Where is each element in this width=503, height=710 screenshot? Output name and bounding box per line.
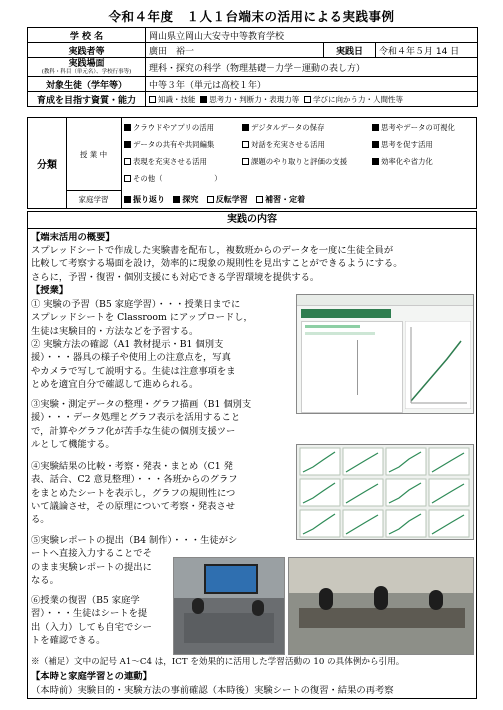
- in-class-item: 思考やデータの可視化: [372, 122, 476, 133]
- ability-option: 思考力・判断力・表現力等: [200, 95, 299, 104]
- in-class-item: その他（ ）: [124, 173, 222, 184]
- target-value: 中等３年（単元は高校１年）: [146, 77, 478, 92]
- home-item: 反転学習: [207, 195, 248, 204]
- checkbox-icon: [304, 96, 311, 103]
- in-class-label: 授 業 中: [66, 118, 122, 191]
- date-value: 令和４年５月 14 日: [376, 43, 478, 58]
- in-class-item: 表現を充実させる活用: [124, 156, 207, 167]
- step-6: ⑥授業の復習（B5 家庭学 習）・・・生徒はシートを提 出（入力）しても自宅でシー トを確認できる。: [31, 595, 152, 646]
- home-item: 振り返り: [124, 195, 165, 204]
- in-class-item: データの共有や共同編集: [124, 139, 214, 150]
- link-text: （本時前）実験目的・実験方法の事前確認（本時後）実験シートの復習・結果の再考察: [31, 685, 394, 696]
- home-study-items: [124, 194, 476, 205]
- classroom-photo-2: [288, 557, 474, 655]
- step-2: ② 実験方法の確認（A1 教材提示・B1 個別支 援）・・・器具の様子や使用上の注意点を，写真 やカメラで写して説明する。生徒は注意事項をま とめを適宜自分で確認して進められる。: [31, 339, 236, 390]
- home-item: 補習・定着: [256, 195, 305, 204]
- overview-text: スプレッドシートで作成した実験書を配布し，複数班からのデータを一度に生徒全員が 比較して考察する場面を設け，効率的に現象の規則性を見出すことができるようにする。 さらに，予習・復習・個別支援にも対応できる学習環境を提供する。: [31, 245, 403, 283]
- checkbox-checked-icon: [200, 96, 207, 103]
- practitioner-value: 廣田 裕一: [146, 43, 324, 58]
- group-graphs-icon: [297, 445, 474, 540]
- ability-option: 学びに向かう力・人間性等: [304, 95, 403, 104]
- overview-heading: 【端末活用の概要】: [31, 232, 115, 243]
- content-heading: 実践の内容: [28, 212, 476, 229]
- content-section: [27, 211, 477, 699]
- scene-label-cell: [28, 58, 146, 77]
- in-class-item: 課題のやり取りと評価の支援: [242, 156, 347, 167]
- step-1: ① 実験の予習（B5 家庭学習）・・・授業日までに スプレッドシートを Classroom にアップロードし， 生徒は実験目的・方法などを予習する。: [31, 299, 253, 337]
- step-5: ⑤実験レポートの提出（B4 制作）・・・生徒がシ ートへ直接入力することでそ のまま実験レポートの提出に なる。: [31, 535, 238, 586]
- in-class-item: クラウドやアプリの活用: [124, 122, 240, 133]
- school-value: 岡山県立岡山大安寺中等教育学校: [146, 28, 478, 43]
- in-class-item: デジタルデータの保存: [242, 122, 370, 133]
- scene-sublabel: (教科・科目（単元名）、学校行事等): [41, 68, 132, 75]
- ability-options: [146, 92, 478, 107]
- checkbox-icon: [149, 96, 156, 103]
- in-class-item: 対話を充実させる活用: [242, 139, 325, 150]
- classification-block: [27, 117, 477, 209]
- practitioner-label: 実践者等: [28, 43, 146, 58]
- lesson-heading: 【授業】: [31, 285, 69, 296]
- spreadsheet-screenshot: [296, 294, 474, 414]
- step-4: ④実験結果の比較・考察・発表・まとめ（C1 発 表、話合、C2 意見整理）・・・各班からのグラフ をまとめたシートを表示し，グラフの規則性につ いて議論させ，その原理について考察・発表させ る。: [31, 461, 238, 526]
- scene-value: 理科・探究の科学（物理基礎－力学－運動の表し方）: [146, 58, 478, 77]
- header-table: [27, 27, 478, 107]
- page-title: 令和４年度 １人１台端末の活用による実践事例: [108, 9, 395, 24]
- ability-label: 育成を目指す資質・能力: [28, 92, 146, 107]
- note-text: ※（補足）文中の記号 A1～C4 は，ICT を効果的に活用した学習活動の 10 の具体例から引用。: [31, 657, 405, 667]
- link-heading: 【本時と家庭学習との連動】: [31, 671, 152, 682]
- step-3: ③実験・測定データの整理・グラフ描画（B1 個別支 援）・・・データ処理とグラフ表示を活用すること で，計算やグラフ化が苦手な生徒の個別支援ツー ルとして機能する。: [31, 399, 252, 450]
- group-graphs-sheet: [296, 444, 474, 540]
- home-study-label: 家庭学習: [66, 191, 122, 208]
- date-label: 実践日: [324, 43, 376, 58]
- in-class-item: 思考を促す活用: [372, 139, 433, 150]
- school-label: 学 校 名: [28, 28, 146, 43]
- in-class-item: 効率化や省力化: [372, 156, 433, 167]
- classification-label: 分類: [28, 118, 67, 208]
- ability-option: 知識・技能: [149, 95, 196, 104]
- home-item: 探究: [173, 195, 198, 204]
- scene-label: 実践場面: [68, 58, 105, 69]
- classroom-photo-1: [173, 557, 285, 655]
- graph-icon: [405, 321, 471, 409]
- target-label: 対象生徒（学年等）: [28, 77, 146, 92]
